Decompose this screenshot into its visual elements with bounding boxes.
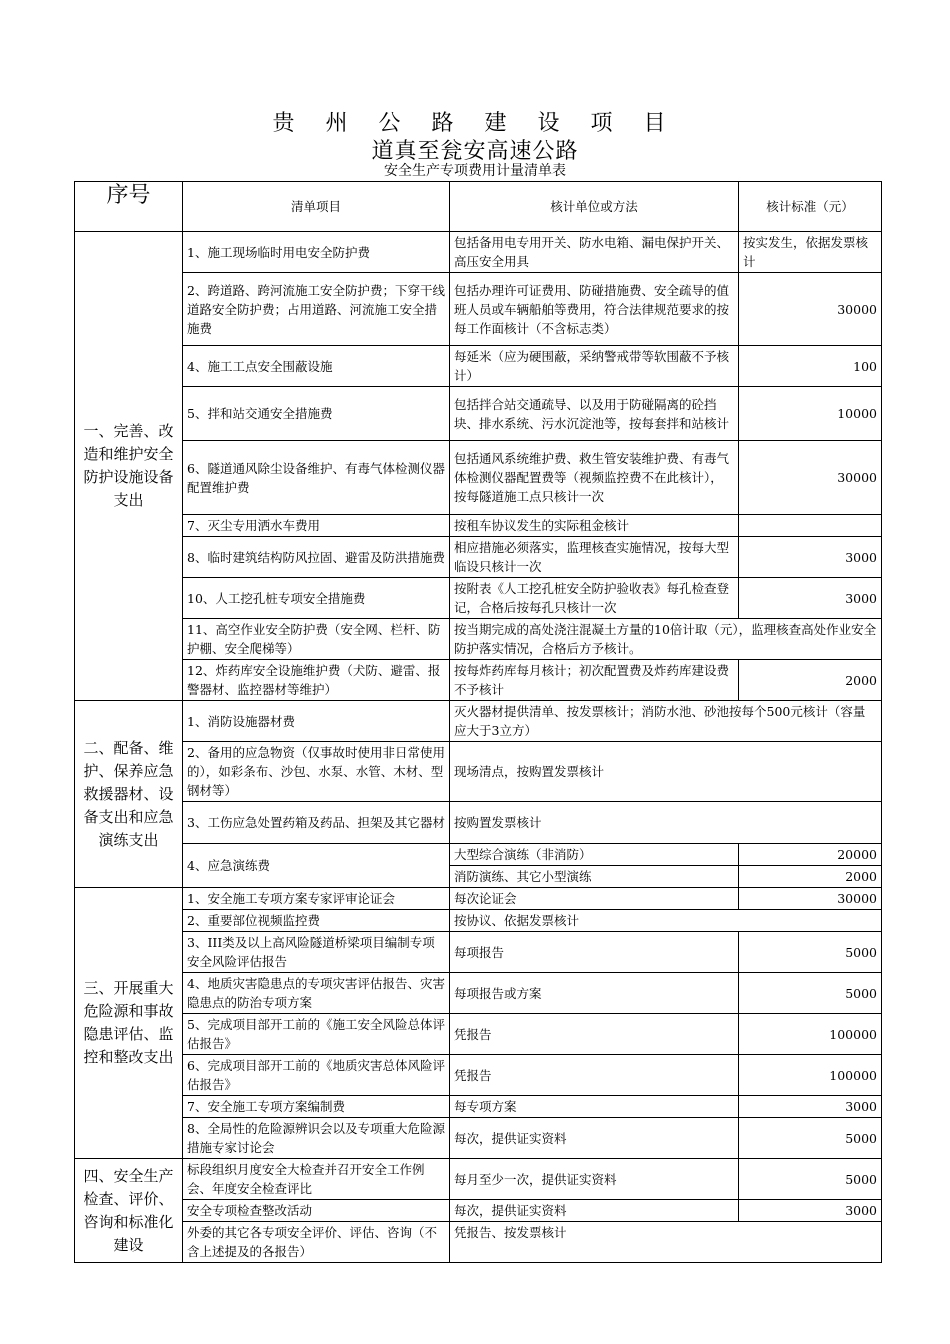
- standard-cell: 5000: [739, 932, 882, 973]
- item-cell: 7、灭尘专用洒水车费用: [183, 515, 450, 537]
- cost-table: [74, 181, 882, 1263]
- title-line-1: 贵 州 公 路 建 设 项 目: [272, 111, 678, 136]
- table-row: [75, 515, 882, 537]
- table-row: [75, 273, 882, 346]
- header-row: [75, 182, 882, 232]
- item-cell: 4、应急演练费: [183, 844, 450, 888]
- item-cell: 12、炸药库安全设施维护费（犬防、避雷、报警器材、监控器材等维护）: [183, 660, 450, 701]
- section-category: 一、完善、改造和维护安全防护设施设备支出: [75, 232, 183, 701]
- method-cell: 大型综合演练（非消防）: [450, 844, 739, 866]
- table-row: [75, 1200, 882, 1222]
- table-row: [75, 932, 882, 973]
- item-cell: 安全专项检查整改活动: [183, 1200, 450, 1222]
- item-cell: 4、施工工点安全围蔽设施: [183, 346, 450, 387]
- table-row: [75, 742, 882, 802]
- col-header-seq: 序号: [75, 182, 183, 232]
- table-row: [75, 387, 882, 441]
- item-cell: 1、消防设施器材费: [183, 701, 450, 742]
- standard-cell: 按实发生，依据发票核计: [739, 232, 882, 273]
- item-cell: 4、地质灾害隐患点的专项灾害评估报告、灾害隐患点的防治专项方案: [183, 973, 450, 1014]
- table-row: [75, 802, 882, 844]
- method-cell: 包括通风系统维护费、救生管安装维护费、有毒气体检测仪器配置费等（视频监控费不在此核计），按每隧道施工点只核计一次: [450, 441, 739, 515]
- table-row: [75, 346, 882, 387]
- method-cell: 现场清点，按购置发票核计: [450, 742, 882, 802]
- standard-cell: 2000: [739, 660, 882, 701]
- section-category: 四、安全生产检查、评价、咨询和标准化建设: [75, 1159, 183, 1263]
- table-row: [75, 578, 882, 619]
- method-cell: 按每炸药库每月核计；初次配置费及炸药库建设费不予核计: [450, 660, 739, 701]
- col-header-item: 清单项目: [183, 182, 450, 232]
- method-cell: 灭火器材提供清单、按发票核计；消防水池、砂池按每个500元核计（容量应大于3立方）: [450, 701, 882, 742]
- item-cell: 1、安全施工专项方案专家评审论证会: [183, 888, 450, 910]
- item-cell: 10、人工挖孔桩专项安全措施费: [183, 578, 450, 619]
- standard-cell: 5000: [739, 1159, 882, 1200]
- col-header-standard: 核计标准（元）: [739, 182, 882, 232]
- standard-cell: 30000: [739, 888, 882, 910]
- table-row: [75, 1222, 882, 1263]
- col-header-method: 核计单位或方法: [450, 182, 739, 232]
- standard-cell: 3000: [739, 578, 882, 619]
- item-cell: 8、临时建筑结构防风拉固、避雷及防洪措施费: [183, 537, 450, 578]
- table-row: [75, 844, 882, 866]
- section-category: 三、开展重大危险源和事故隐患评估、监控和整改支出: [75, 888, 183, 1159]
- method-cell: 每延米（应为硬围蔽，采纳警戒带等软围蔽不予核计）: [450, 346, 739, 387]
- title-line-2: 道真至瓮安高速公路: [371, 139, 579, 164]
- standard-cell: 100000: [739, 1014, 882, 1055]
- section-category: 二、配备、维护、保养应急救援器材、设备支出和应急演练支出: [75, 701, 183, 888]
- table-row: [75, 1055, 882, 1096]
- table-row: [75, 1096, 882, 1118]
- table-row: [75, 232, 882, 273]
- method-cell: 每次论证会: [450, 888, 739, 910]
- item-cell: 3、III类及以上高风险隧道桥梁项目编制专项安全风险评估报告: [183, 932, 450, 973]
- item-cell: 2、备用的应急物资（仅事故时使用非日常使用的），如彩条布、沙包、水泵、水管、木材、型钢材等）: [183, 742, 450, 802]
- method-cell: 每项报告或方案: [450, 973, 739, 1014]
- table-row: [75, 619, 882, 660]
- standard-cell: [739, 515, 882, 537]
- standard-cell: 5000: [739, 1118, 882, 1159]
- standard-cell: 2000: [739, 866, 882, 888]
- item-cell: 外委的其它各专项安全评价、评估、咨询（不含上述提及的各报告）: [183, 1222, 450, 1263]
- table-row: [75, 701, 882, 742]
- method-cell: 按协议、依据发票核计: [450, 910, 882, 932]
- method-cell: 每月至少一次，提供证实资料: [450, 1159, 739, 1200]
- standard-cell: 3000: [739, 1200, 882, 1222]
- standard-cell: 3000: [739, 537, 882, 578]
- method-cell: 按租车协议发生的实际租金核计: [450, 515, 739, 537]
- standard-cell: 100: [739, 346, 882, 387]
- item-cell: 3、工伤应急处置药箱及药品、担架及其它器材: [183, 802, 450, 844]
- table-row: [75, 537, 882, 578]
- table-row: [75, 660, 882, 701]
- standard-cell: 5000: [739, 973, 882, 1014]
- standard-cell: 20000: [739, 844, 882, 866]
- item-cell: 6、完成项目部开工前的《地质灾害总体风险评估报告》: [183, 1055, 450, 1096]
- standard-cell: 10000: [739, 387, 882, 441]
- method-cell: 包括备用电专用开关、防水电箱、漏电保护开关、高压安全用具: [450, 232, 739, 273]
- standard-cell: 100000: [739, 1055, 882, 1096]
- table-row: [75, 910, 882, 932]
- method-cell: 凭报告、按发票核计: [450, 1222, 882, 1263]
- method-cell: 按当期完成的高处浇注混凝土方量的10倍计取（元），监理核查高处作业安全防护落实情况，合格后方予核计。: [450, 619, 882, 660]
- method-cell: 按购置发票核计: [450, 802, 882, 844]
- method-cell: 相应措施必须落实，监理核查实施情况，按每大型临设只核计一次: [450, 537, 739, 578]
- item-cell: 1、施工现场临时用电安全防护费: [183, 232, 450, 273]
- method-cell: 包括办理许可证费用、防碰措施费、安全疏导的值班人员或车辆船舶等费用，符合法律规范要求的按每工作面核计（不含标志类）: [450, 273, 739, 346]
- method-cell: 凭报告: [450, 1014, 739, 1055]
- method-cell: 每次，提供证实资料: [450, 1200, 739, 1222]
- item-cell: 5、完成项目部开工前的《施工安全风险总体评估报告》: [183, 1014, 450, 1055]
- method-cell: 每次，提供证实资料: [450, 1118, 739, 1159]
- method-cell: 每项报告: [450, 932, 739, 973]
- item-cell: 2、跨道路、跨河流施工安全防护费；下穿干线道路安全防护费；占用道路、河流施工安全措施费: [183, 273, 450, 346]
- item-cell: 2、重要部位视频监控费: [183, 910, 450, 932]
- method-cell: 包括拌合站交通疏导、以及用于防碰隔离的砼挡块、排水系统、污水沉淀池等，按每套拌和站核计: [450, 387, 739, 441]
- standard-cell: 30000: [739, 273, 882, 346]
- table-row: [75, 888, 882, 910]
- item-cell: 5、拌和站交通安全措施费: [183, 387, 450, 441]
- method-cell: 按附表《人工挖孔桩安全防护验收表》每孔检查登记，合格后按每孔只核计一次: [450, 578, 739, 619]
- item-cell: 7、安全施工专项方案编制费: [183, 1096, 450, 1118]
- table-row: [75, 1014, 882, 1055]
- table-title: 安全生产专项费用计量清单表: [384, 163, 566, 179]
- table-row: [75, 441, 882, 515]
- table-row: [75, 973, 882, 1014]
- method-cell: 每专项方案: [450, 1096, 739, 1118]
- standard-cell: 3000: [739, 1096, 882, 1118]
- item-cell: 标段组织月度安全大检查并召开安全工作例会、年度安全检查评比: [183, 1159, 450, 1200]
- item-cell: 8、全局性的危险源辨识会以及专项重大危险源措施专家讨论会: [183, 1118, 450, 1159]
- method-cell: 凭报告: [450, 1055, 739, 1096]
- standard-cell: 30000: [739, 441, 882, 515]
- item-cell: 6、隧道通风除尘设备维护、有毒气体检测仪器配置维护费: [183, 441, 450, 515]
- method-cell: 消防演练、其它小型演练: [450, 866, 739, 888]
- item-cell: 11、高空作业安全防护费（安全网、栏杆、防护棚、安全爬梯等）: [183, 619, 450, 660]
- table-row: [75, 1118, 882, 1159]
- table-row: [75, 1159, 882, 1200]
